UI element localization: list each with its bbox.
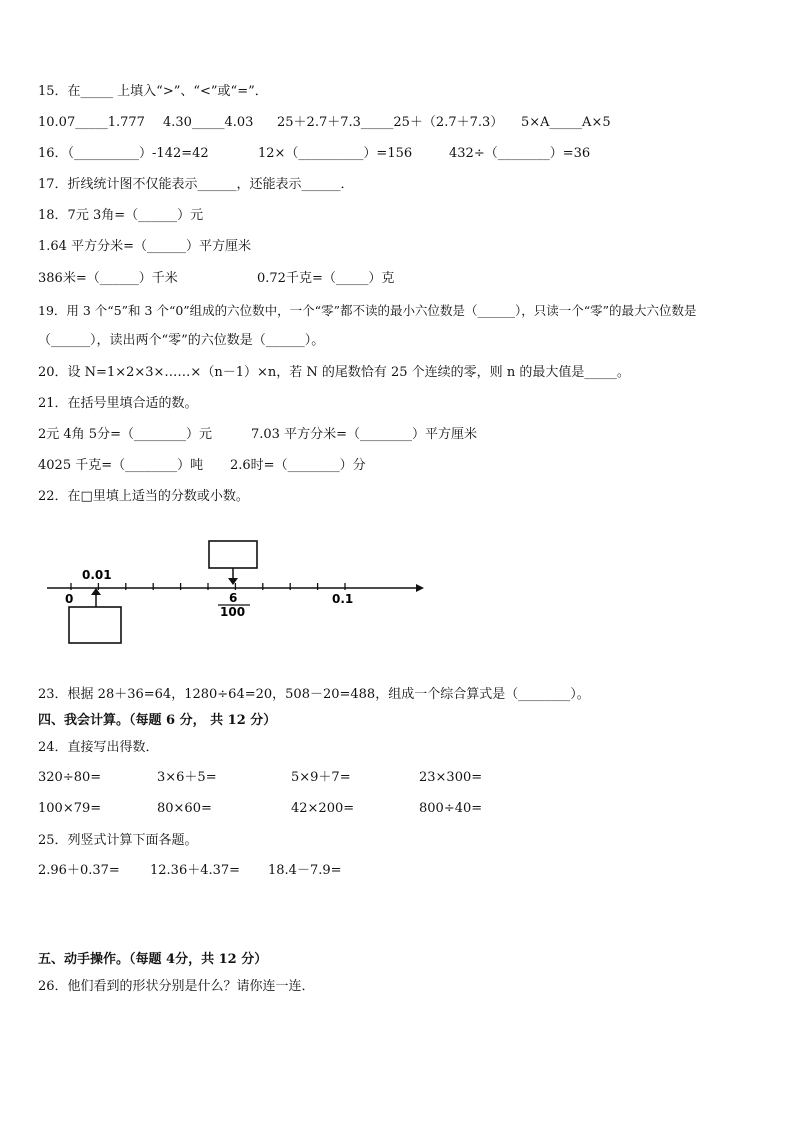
q16-item-3: 432÷（________）=36: [449, 146, 591, 161]
q24-cell: 42×200=: [291, 801, 355, 816]
q18-line-2: 1.64 平方分米=（______）平方厘米: [38, 239, 251, 254]
q17-text: 17．折线统计图不仅能表示______，还能表示______．: [38, 177, 354, 192]
number-line-figure: [40, 535, 430, 647]
q19-line-1: 19．用 3 个“5”和 3 个“0”组成的六位数中，一个“零”都不读的最小六位数是（______），只读一个“零”的最大六位数是: [38, 303, 697, 318]
q18-line-1: 18．7元 3角=（______）元: [38, 208, 204, 223]
arrow-up-head: [91, 588, 101, 595]
tick-label-0: 0: [65, 592, 74, 606]
q24-cell: 320÷80=: [38, 770, 102, 785]
q15-item-2: 4.30_____4.03: [163, 115, 254, 130]
q22-title: 22．在□里填上适当的分数或小数。: [38, 489, 249, 504]
q15-item-1: 10.07_____1.777: [38, 115, 145, 130]
arrow-down-head: [228, 578, 238, 585]
q24-cell: 80×60=: [157, 801, 212, 816]
q15-item-3: 25＋2.7＋7.3_____25＋（2.7＋7.3）: [277, 115, 504, 130]
q26-text: 26．他们看到的形状分别是什么？请你连一连．: [38, 979, 315, 994]
q21-title: 21．在括号里填合适的数。: [38, 396, 198, 411]
q16-item-2: 12×（__________）=156: [258, 146, 413, 161]
q25-title: 25．列竖式计算下面各题。: [38, 833, 198, 848]
q18-line-3b: 0.72千克=（_____）克: [257, 271, 395, 286]
q21-item-2: 7.03 平方分米=（________）平方厘米: [251, 427, 477, 442]
q21-item-1: 2元 4角 5分=（________）元: [38, 427, 212, 442]
q16-item-1: 16．（__________）-142=42: [38, 146, 209, 161]
tick-label-0-1: 0.1: [332, 592, 354, 606]
fraction-denominator: 100: [220, 605, 246, 619]
q25-item-3: 18.4－7.9=: [268, 863, 342, 878]
section-4-title: 四、我会计算。（每题 6 分， 共 12 分）: [38, 713, 277, 728]
q24-cell: 5×9＋7=: [291, 770, 351, 785]
q24-cell: 800÷40=: [419, 801, 483, 816]
q25-item-1: 2.96＋0.37=: [38, 863, 120, 878]
section-5-title: 五、动手操作。（每题 4分，共 12 分）: [38, 952, 268, 967]
fraction-numerator: 6: [229, 591, 238, 605]
answer-box-lower[interactable]: [69, 607, 121, 643]
q23-text: 23．根据 28＋36=64，1280÷64=20，508－20=488，组成一个综合算式是（________）。: [38, 687, 590, 702]
q18-line-3a: 386米=（______）千米: [38, 271, 178, 286]
q24-cell: 100×79=: [38, 801, 102, 816]
q21-item-3: 4025 千克=（________）吨: [38, 458, 204, 473]
answer-box-upper[interactable]: [209, 541, 257, 568]
tick-label-0-01: 0.01: [82, 568, 112, 582]
number-line-arrowhead: [416, 584, 424, 592]
tick-marks: [71, 583, 345, 590]
q24-cell: 3×6＋5=: [157, 770, 217, 785]
q21-item-4: 2.6时=（________）分: [230, 458, 366, 473]
q24-cell: 23×300=: [419, 770, 483, 785]
q15-item-4: 5×A_____A×5: [521, 115, 611, 130]
q20-text: 20．设 N=1×2×3×……×（n－1）×n，若 N 的尾数恰有 25 个连续的零，则 n 的最大值是_____。: [38, 365, 630, 380]
q19-line-2: （______），读出两个“零”的六位数是（______）。: [38, 333, 325, 348]
q15-prompt: 15．在_____ 上填入“>”、“<”或“=”．: [38, 84, 268, 99]
q25-item-2: 12.36＋4.37=: [150, 863, 241, 878]
q24-title: 24．直接写出得数．: [38, 740, 159, 755]
